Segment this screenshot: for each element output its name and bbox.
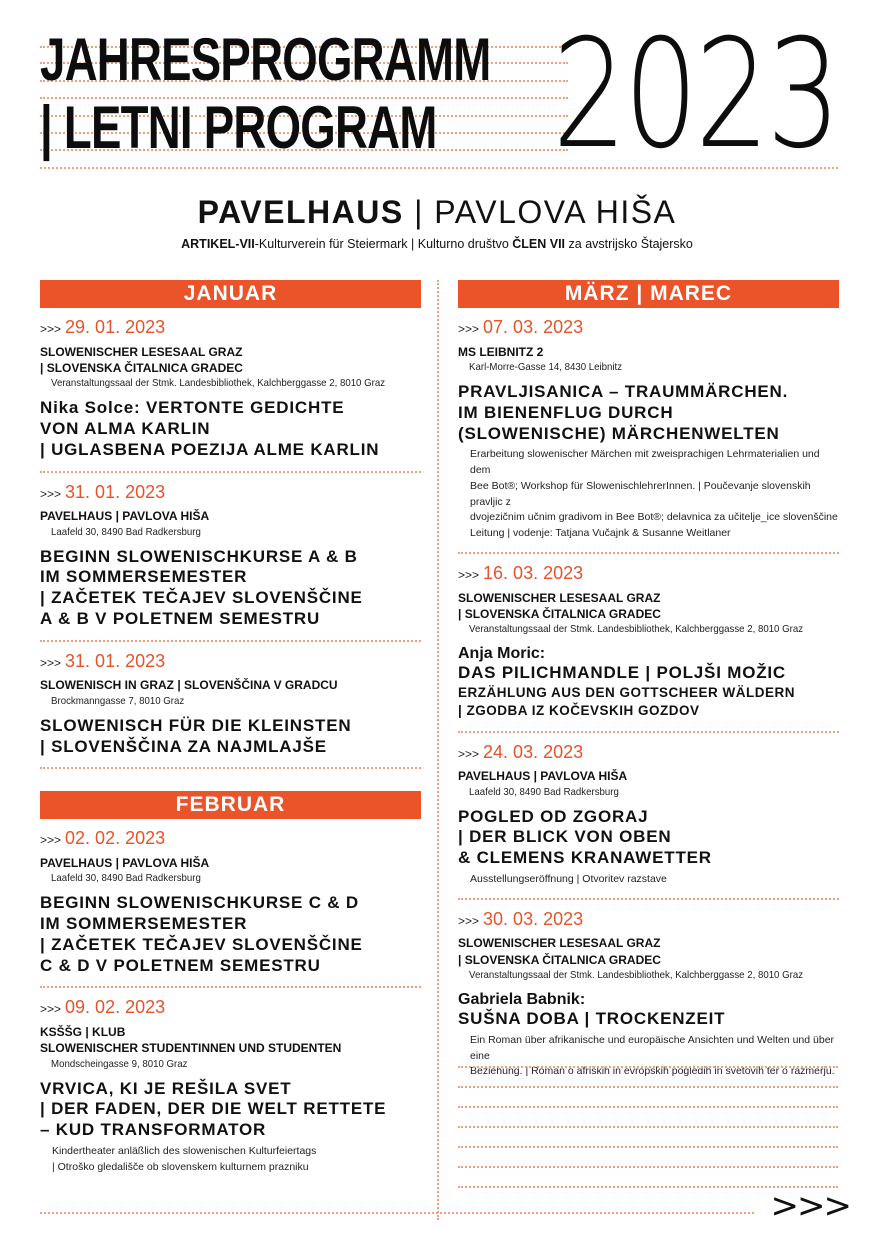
right-column xyxy=(458,280,839,1090)
event-date xyxy=(40,998,421,1018)
event-title: POGLED OD ZGORAJ xyxy=(458,806,649,826)
event-list-februar xyxy=(40,819,421,1185)
organization-subtitle xyxy=(0,238,874,251)
event-address: Mondscheingasse 9, 8010 Graz xyxy=(51,1057,188,1070)
event-title: BEGINN SLOWENISCHKURSE C & D xyxy=(40,893,359,913)
event-address: Laafeld 30, 8490 Bad Radkersburg xyxy=(51,872,201,885)
description-line: Bee Bot®; Workshop für SlowenischlehrerInnen. | Poučevanje slovenskih pravljic z xyxy=(470,479,811,508)
event-title: A & B V POLETNEM SEMESTRU xyxy=(40,608,321,628)
event-item xyxy=(458,898,839,1091)
date-text: 29. 01. 2023 xyxy=(65,317,166,337)
divider xyxy=(458,1066,838,1068)
divider xyxy=(458,1106,838,1108)
event-venue: | SLOVENSKA ČITALNICA GRADEC xyxy=(458,606,661,621)
event-title: | SLOVENŠČINA ZA NAJMLAJŠE xyxy=(40,736,327,756)
date-arrows: >>> xyxy=(458,746,480,761)
event-description xyxy=(458,447,839,542)
event-item xyxy=(40,986,421,1185)
date-text: 30. 03. 2023 xyxy=(483,908,584,929)
event-item xyxy=(40,471,421,640)
description-line: Beziehung. | Roman o afriških in evropskih pogledih in svetovih ter o razmerju. xyxy=(470,1065,835,1078)
event-venue: | SLOVENSKA ČITALNICA GRADEC xyxy=(458,952,661,967)
column-divider xyxy=(437,280,439,1220)
event-address: Veranstaltungssaal der Stmk. Landesbibliothek, Kalchberggasse 2, 8010 Graz xyxy=(51,377,386,390)
divider xyxy=(458,1146,838,1148)
event-venue: SLOWENISCHER LESESAAL GRAZ xyxy=(458,936,661,951)
description-line: Ein Roman über afrikanische und europäische Ansichten und Welten und über eine xyxy=(470,1033,835,1062)
sub-bold-1: ARTIKEL-VII xyxy=(181,237,255,251)
year-label: 2023 xyxy=(552,8,838,182)
month-header-maerz: MÄRZ | MAREC xyxy=(458,280,839,308)
event-title: | ZAČETEK TEČAJEV SLOVENŠČINE xyxy=(40,588,363,608)
date-arrows: >>> xyxy=(40,322,62,336)
description-line: Ausstellungseröffnung | Otvoritev razstave xyxy=(470,872,667,885)
date-text: 31. 01. 2023 xyxy=(65,650,166,671)
date-arrows: >>> xyxy=(458,322,480,336)
event-venue: KSŠŠG | KLUB xyxy=(40,1025,126,1040)
event-venue: SLOWENISCHER LESESAAL GRAZ xyxy=(458,590,661,605)
divider xyxy=(40,767,421,791)
divider xyxy=(458,1166,838,1168)
date-text: 24. 03. 2023 xyxy=(483,741,584,762)
description-line: dvojezičnim učnim gradivom in Bee Bot®; delavnica za učitelje_ice slovenščine xyxy=(470,511,838,524)
event-date xyxy=(458,910,839,930)
event-date xyxy=(40,652,421,672)
date-text: 09. 02. 2023 xyxy=(65,997,166,1018)
event-address: Laafeld 30, 8490 Bad Radkersburg xyxy=(469,785,619,798)
event-title: C & D V POLETNEM SEMESTRU xyxy=(40,955,321,975)
date-arrows: >>> xyxy=(458,567,480,582)
organization-name-regular: | PAVLOVA HIŠA xyxy=(414,194,677,230)
description-line: Erarbeitung slowenischer Märchen mit zweisprachigen Lehrmaterialien und dem xyxy=(470,448,820,477)
event-title: Nika Solce: VERTONTE GEDICHTE xyxy=(40,398,345,418)
event-list-januar xyxy=(40,308,421,767)
event-item xyxy=(458,731,839,898)
sub-bold-2: ČLEN VII xyxy=(512,237,566,251)
event-venue: | SLOVENSKA ČITALNICA GRADEC xyxy=(40,360,243,375)
event-title: IM SOMMERSEMESTER xyxy=(40,567,248,587)
month-header-januar: JANUAR xyxy=(40,280,421,308)
description-line: Leitung | vodenje: Tatjana Vučajnk & Susanne Weitlaner xyxy=(470,527,731,540)
event-date xyxy=(458,564,839,584)
next-page-arrows[interactable]: >>> xyxy=(770,1186,850,1226)
event-title: | DER FADEN, DER DIE WELT RETTETE xyxy=(40,1099,387,1119)
event-description xyxy=(458,872,839,888)
description-line: | Otroško gledališče ob slovenskem kulturnem prazniku xyxy=(52,1160,309,1173)
date-text: 07. 03. 2023 xyxy=(483,317,584,337)
event-venue: SLOWENISCHER STUDENTINNEN UND STUDENTEN xyxy=(40,1041,342,1056)
event-subtitle: | ZGODBA IZ KOČEVSKIH GOZDOV xyxy=(458,703,700,719)
date-arrows: >>> xyxy=(40,833,62,848)
event-title: | UGLASBENA POEZIJA ALME KARLIN xyxy=(40,439,380,459)
event-title: (SLOWENISCHE) MÄRCHENWELTEN xyxy=(458,423,780,443)
event-venue: SLOWENISCHER LESESAAL GRAZ xyxy=(40,344,243,359)
event-address: Veranstaltungssaal der Stmk. Landesbibliothek, Kalchberggasse 2, 8010 Graz xyxy=(469,623,804,636)
organization-name-bold: PAVELHAUS xyxy=(197,194,404,230)
divider xyxy=(40,1212,754,1214)
event-date xyxy=(40,483,421,503)
event-title: & CLEMENS KRANAWETTER xyxy=(458,848,712,868)
event-title: DAS PILICHMANDLE | POLJŠI MOŽIC xyxy=(458,663,787,683)
date-arrows: >>> xyxy=(458,913,480,928)
event-date xyxy=(458,743,839,763)
event-author: Gabriela Babnik: xyxy=(458,991,586,1009)
sub-text-1: -Kulturverein für Steiermark | Kulturno društvo xyxy=(254,237,513,251)
event-venue: MS LEIBNITZ 2 xyxy=(458,344,544,359)
event-title: SUŠNA DOBA | TROCKENZEIT xyxy=(458,1009,726,1029)
event-title: VON ALMA KARLIN xyxy=(40,419,211,439)
event-item xyxy=(40,640,421,768)
event-date xyxy=(40,318,421,338)
event-venue: PAVELHAUS | PAVLOVA HIŠA xyxy=(40,856,210,871)
event-item xyxy=(40,819,421,986)
event-address: Veranstaltungssaal der Stmk. Landesbibliothek, Kalchberggasse 2, 8010 Graz xyxy=(469,968,804,981)
event-title: | ZAČETEK TEČAJEV SLOVENŠČINE xyxy=(40,934,363,954)
event-date xyxy=(40,829,421,849)
event-address: Karl-Morre-Gasse 14, 8430 Leibnitz xyxy=(469,360,623,373)
event-venue: PAVELHAUS | PAVLOVA HIŠA xyxy=(40,509,210,524)
date-arrows: >>> xyxy=(40,486,62,501)
event-venue: PAVELHAUS | PAVLOVA HIŠA xyxy=(458,769,628,784)
event-author: Anja Moric: xyxy=(458,645,546,663)
event-title: PRAVLJISANICA – TRAUMMÄRCHEN. xyxy=(458,382,789,402)
event-title: IM SOMMERSEMESTER xyxy=(40,914,248,934)
event-item xyxy=(40,308,421,471)
description-line: Kindertheater anläßlich des slowenischen Kulturfeiertags xyxy=(52,1144,317,1157)
date-text: 31. 01. 2023 xyxy=(65,481,166,502)
divider xyxy=(458,1086,838,1088)
organization-name xyxy=(0,196,874,228)
event-title: | DER BLICK VON OBEN xyxy=(458,827,672,847)
left-column xyxy=(40,280,421,1185)
event-title: BEGINN SLOWENISCHKURSE A & B xyxy=(40,546,358,566)
event-item xyxy=(458,552,839,731)
event-title: SLOWENISCH FÜR DIE KLEINSTEN xyxy=(40,715,352,735)
page-title-line-2: | LETNI PROGRAM xyxy=(40,94,437,161)
event-date xyxy=(458,318,839,338)
date-text: 16. 03. 2023 xyxy=(483,562,584,583)
month-header-februar: FEBRUAR xyxy=(40,791,421,819)
event-list-maerz xyxy=(458,308,839,1090)
date-arrows: >>> xyxy=(40,655,62,670)
date-arrows: >>> xyxy=(40,1002,62,1017)
event-item xyxy=(458,308,839,552)
event-title: IM BIENENFLUG DURCH xyxy=(458,402,674,422)
event-title: VRVICA, KI JE REŠILA SVET xyxy=(40,1078,292,1098)
sub-text-2: za avstrijsko Štajersko xyxy=(565,237,693,251)
page-title-line-1: JAHRESPROGRAMM xyxy=(40,26,491,93)
event-title: – KUD TRANSFORMATOR xyxy=(40,1120,267,1140)
event-description xyxy=(40,1144,421,1176)
date-text: 02. 02. 2023 xyxy=(65,828,166,849)
event-address: Brockmanngasse 7, 8010 Graz xyxy=(51,694,185,707)
event-address: Laafeld 30, 8490 Bad Radkersburg xyxy=(51,525,201,538)
event-subtitle: ERZÄHLUNG AUS DEN GOTTSCHEER WÄLDERN xyxy=(458,685,795,701)
event-venue: SLOWENISCH IN GRAZ | SLOVENŠČINA V GRADCU xyxy=(40,678,338,693)
event-description xyxy=(458,1033,839,1080)
divider xyxy=(458,1126,838,1128)
